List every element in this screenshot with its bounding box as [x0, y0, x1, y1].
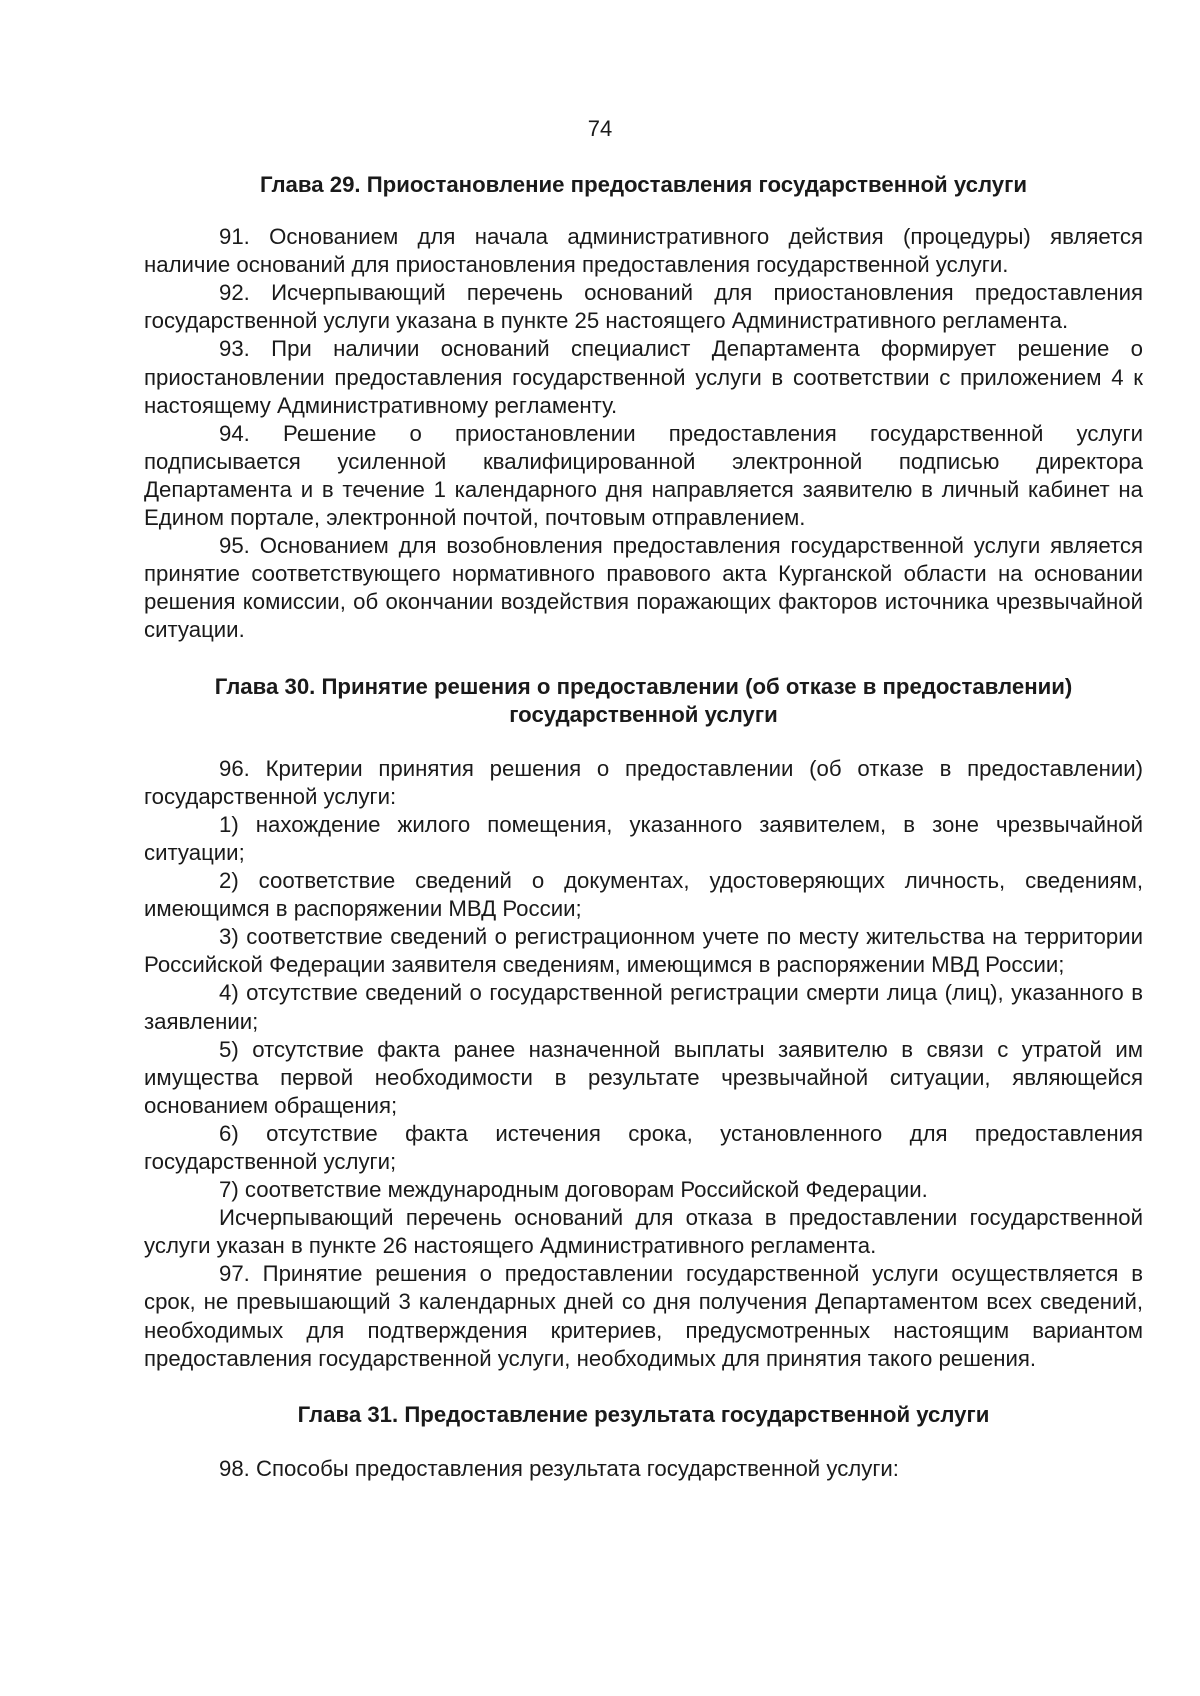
list-item: 5) отсутствие факта ранее назначенной выплаты заявителю в связи с утратой им имущества первой необходимости в результате чрезвычайной ситуации, являющейся основанием обращения; — [144, 1036, 1143, 1118]
chapter-heading-line: государственной услуги — [509, 701, 778, 727]
list-item: 4) отсутствие сведений о государственной регистрации смерти лица (лиц), указанного в заявлении; — [144, 980, 1143, 1034]
paragraph: Исчерпывающий перечень оснований для отказа в предоставлении государственной услуги указан в пункте 26 настоящего Административного регламента. — [144, 1205, 1143, 1259]
list-item: 3) соответствие сведений о регистрационном учете по месту жительства на территории Российской Федерации заявителя сведениям, имеющимся в распоряжении МВД России; — [144, 924, 1143, 978]
list-item: 1) нахождение жилого помещения, указанного заявителем, в зоне чрезвычайной ситуации; — [144, 811, 1143, 865]
paragraph: 97. Принятие решения о предоставлении государственной услуги осуществляется в срок, не превышающий 3 календарных дней со дня получения Департаментом всех сведений, необходимых для подтверждения критериев, предусмотренных настоящим вариантом предоставления государственной услуги, необходимых для принятия такого решения. — [144, 1261, 1143, 1371]
chapter-heading: Глава 31. Предоставление результата государственной услуги — [297, 1401, 990, 1427]
chapter-heading — [144, 673, 1143, 729]
paragraph: 98. Способы предоставления результата государственной услуги: — [219, 1455, 899, 1481]
paragraph: 95. Основанием для возобновления предоставления государственной услуги является принятие соответствующего нормативного правового акта Курганской области на основании решения комиссии, об окончании воздействия поражающих факторов источника чрезвычайной ситуации. — [144, 533, 1143, 643]
paragraph: 93. При наличии оснований специалист Департамента формирует решение о приостановлении предоставления государственной услуги в соответствии с приложением 4 к настоящему Административному регламенту. — [144, 336, 1143, 418]
chapter-30 — [144, 673, 1143, 1373]
list-item: 7) соответствие международным договорам Российской Федерации. — [219, 1177, 928, 1203]
chapter-29 — [144, 171, 1143, 645]
list-item: 2) соответствие сведений о документах, удостоверяющих личность, сведениям, имеющимся в распоряжении МВД России; — [144, 868, 1143, 922]
chapter-31 — [144, 1401, 1143, 1483]
paragraph: 92. Исчерпывающий перечень оснований для приостановления предоставления государственной услуги указана в пункте 25 настоящего Административного регламента. — [144, 280, 1143, 334]
document-body — [144, 171, 1143, 1483]
list-item: 6) отсутствие факта истечения срока, установленного для предоставления государственной услуги; — [144, 1120, 1143, 1174]
paragraph: 94. Решение о приостановлении предоставления государственной услуги подписывается усиленной квалифицированной электронной подписью директора Департамента и в течение 1 календарного дня направляется заявителю в личный кабинет на Едином портале, электронной почтой, почтовым отправлением. — [144, 420, 1143, 531]
chapter-heading: Глава 29. Приостановление предоставления государственной услуги — [259, 172, 1028, 197]
paragraph: 91. Основанием для начала административного действия (процедуры) является наличие оснований для приостановления предоставления государственной услуги. — [144, 224, 1143, 278]
page-number: 74 — [587, 116, 613, 141]
chapter-heading-line: Глава 30. Принятие решения о предоставлении (об отказе в предоставлении) — [214, 673, 1073, 699]
paragraph: 96. Критерии принятия решения о предоставлении (об отказе в предоставлении) государственной услуги: — [144, 755, 1143, 809]
